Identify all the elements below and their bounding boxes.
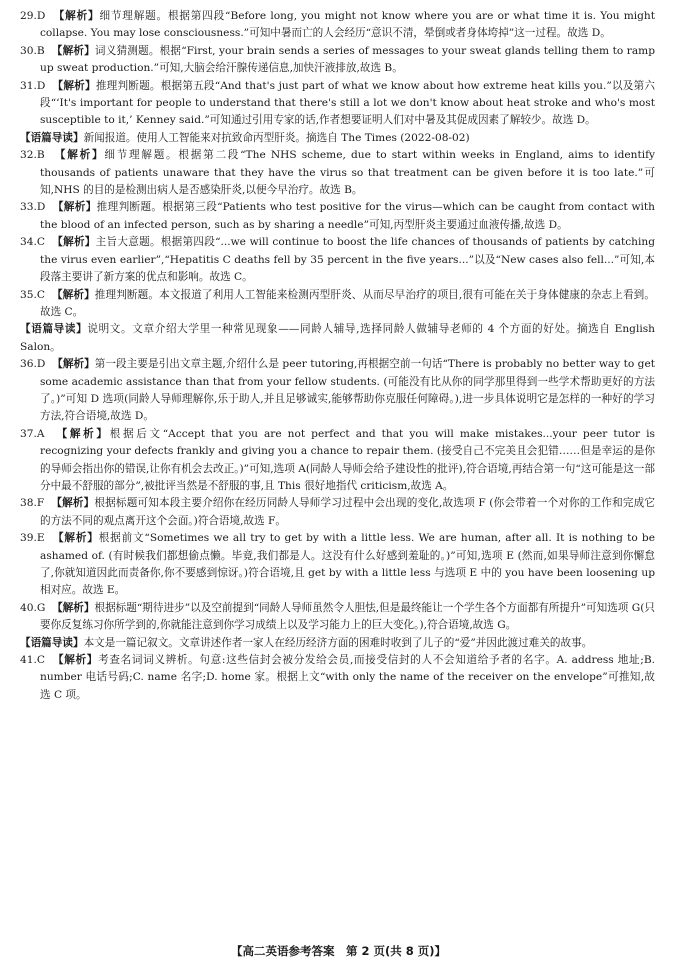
answer-item bbox=[20, 652, 655, 704]
page-footer: 【高二英语参考答案 第 2 页(共 8 页)】 bbox=[230, 944, 447, 958]
analysis-label: 【解析】 bbox=[53, 10, 100, 22]
intro-label: 【语篇导读】 bbox=[20, 131, 84, 144]
answer-letter: D bbox=[36, 79, 46, 92]
question-number: 39. bbox=[20, 532, 37, 545]
question-number: 36. bbox=[20, 358, 37, 371]
question-number: 30. bbox=[20, 44, 37, 57]
question-number: 29. bbox=[20, 10, 37, 22]
entry-text: 考查名词词义辨析。句意:这些信封会被分发给会员,而接受信封的人不会知道给予者的名字。A. address 地址;B. number 电话号码;C. name 名字;D. home 家。根据上文“with only the name of the receiver on the envelope”可推知,故选 C 项。 bbox=[40, 654, 655, 701]
analysis-label: 【解析】 bbox=[51, 44, 95, 57]
answer-item bbox=[20, 426, 655, 496]
answer-letter: A bbox=[36, 427, 45, 440]
analysis-label: 【解析】 bbox=[53, 532, 99, 545]
analysis-label: 【解析】 bbox=[53, 654, 99, 667]
analysis-label: 【解析】 bbox=[51, 497, 95, 510]
answer-item bbox=[20, 600, 655, 635]
passage-intro bbox=[20, 321, 655, 356]
entry-text: 新闻报道。使用人工智能来对抗致命丙型肝炎。摘选自 The Times (2022-08-02) bbox=[83, 131, 470, 144]
answer-item bbox=[20, 8, 655, 43]
answer-letter: B bbox=[36, 149, 45, 162]
answer-item bbox=[20, 530, 655, 600]
answer-item bbox=[20, 495, 655, 530]
answer-letter: G bbox=[36, 601, 46, 614]
passage-intro bbox=[20, 635, 655, 652]
answer-letter: C bbox=[36, 288, 45, 301]
question-number: 33. bbox=[20, 201, 37, 214]
entry-text: 根据标题“期待进步”以及空前提到“同龄人导师虽然令人胆怯,但是最终能让一个学生各个方面都有所提升”可知选项 G(只要你反复练习你所学到的,你就能注意到你学习成绩上以及学习能力上的巨大变化。),符合语境,故选 G。 bbox=[40, 601, 655, 632]
analysis-label: 【解析】 bbox=[52, 601, 95, 614]
answer-letter: C bbox=[36, 236, 45, 249]
answer-letter: E bbox=[36, 532, 45, 545]
answer-letter: D bbox=[36, 358, 46, 371]
entry-text: 词义猜测题。根据“First, your brain sends a series of messages to your sweat glands telling them to ramp up sweat production.”可知,大脑会给汗腺传递信息,加快汗液排放,故选 B。 bbox=[40, 44, 655, 75]
analysis-label: 【解析】 bbox=[52, 79, 96, 92]
question-number: 41. bbox=[20, 654, 37, 667]
answer-item bbox=[20, 78, 655, 130]
question-number: 31. bbox=[20, 79, 37, 92]
question-number: 40. bbox=[20, 601, 37, 614]
entries-container bbox=[20, 8, 655, 704]
analysis-label: 【解析】 bbox=[52, 201, 97, 214]
question-number: 34. bbox=[20, 236, 37, 249]
answer-letter: C bbox=[36, 654, 45, 667]
answer-item bbox=[20, 287, 655, 322]
intro-label: 【语篇导读】 bbox=[20, 323, 88, 336]
analysis-label: 【解析】 bbox=[54, 149, 105, 162]
answer-letter: D bbox=[36, 201, 46, 214]
question-number: 37. bbox=[20, 427, 37, 440]
answer-letter: D bbox=[36, 10, 46, 22]
entry-text: 根据标题可知本段主要介绍你在经历同龄人导师学习过程中会出现的变化,故选项 F (你会带着一个对你的工作和完成它的方法不同的观点离开这个会面。)符合语境,故选 F。 bbox=[40, 497, 655, 527]
entry-text: 说明文。文章介绍大学里一种常见现象——同龄人辅导,选择同龄人做辅导老师的 4 个方面的好处。摘选自 English Salon。 bbox=[20, 323, 655, 353]
entry-text: 根据前文“Sometimes we all try to get by with a little less. We are human, after all. It is nothing to be ashamed of. (有时候我们都想偷点懒。毕竟,我们都是人。这没有什么好感到羞耻的。)”可知,选项 E (然而,如果导师注意到你懈怠了,你就知道因此而责备你,你不要感到惊讶。)符合语境,且 get by with a little less 与选项 E 中的 you have been loosening up 相对应。故选 E。 bbox=[40, 532, 655, 597]
entry-text: 本文是一篇记叙文。文章讲述作者一家人在经历经济方面的困难时收到了儿子的“爱”并因此渡过难关的故事。 bbox=[83, 636, 593, 649]
answer-letter: B bbox=[36, 44, 45, 57]
answer-item bbox=[20, 356, 655, 426]
answer-item bbox=[20, 43, 655, 78]
entry-text: 推理判断题。根据第三段“Patients who test positive for the virus—which can be caught from contact with the blood of an infected person, such as by sharing a needle”可知,丙型肝炎主要通过血液传播,故选 D。 bbox=[40, 201, 656, 231]
question-number: 35. bbox=[20, 288, 37, 301]
intro-label: 【语篇导读】 bbox=[20, 636, 84, 649]
analysis-label: 【解析】 bbox=[51, 288, 95, 301]
question-number: 38. bbox=[20, 497, 37, 510]
passage-intro bbox=[20, 130, 655, 147]
analysis-label: 【解析】 bbox=[52, 236, 96, 249]
answer-letter: F bbox=[36, 497, 45, 510]
entry-text: 细节理解题。根据第四段“Before long, you might not know where you are or what time it is. You might collapse. You may lose consciousness.”可知中暑而亡的人会经历“意识不清，晕倒或者身体垮掉”这一过程。故选 D。 bbox=[40, 10, 656, 40]
analysis-label: 【解析】 bbox=[52, 358, 95, 371]
entry-text: 根据后文“Accept that you are not perfect and that you will make mistakes...your peer tutor is recognizing your defects frankly and giving you a chance to repair them. (接受自己不完美且会犯错……但是幸运的是你的导师会指出你的错误,让你有机会去改正。)”可知,选项 A(同龄人导师会给予建设性的批评),符合语境,再结合第一句“这可能是这一部分中最不舒服的部分”,被批评当然是不舒服的事,且 This 很好地指代 criticism,故选 A。 bbox=[40, 427, 655, 492]
entry-text: 细节理解题。根据第二段“The NHS scheme, due to start within weeks in England, aims to identify thousands of patients unaware that they have the virus so that treatment can be given before it is too late.”可知,NHS 的目的是检测出病人是否感染肝炎,以便今早治疗。故选 B。 bbox=[40, 149, 655, 197]
analysis-label: 【解析】 bbox=[56, 427, 110, 440]
entry-text: 推理判断题。本文报道了利用人工智能来检测丙型肝炎、从而尽早治疗的项目,很有可能在关于身体健康的杂志上看到。故选 C。 bbox=[40, 288, 655, 318]
question-number: 32. bbox=[20, 149, 37, 162]
entry-text: 第一段主要是引出文章主题,介绍什么是 peer tutoring,再根据空前一句话“There is probably no better way to get some academic assistance than that from your fellow students. (可能没有比从你的同学那里得到一些学术帮助更好的方法了。)”可知 D 选项(同龄人导师理解你,乐于助人,并且足够诚实,能够帮助你克服任何障碍。),进一步具体说明它是怎样的一种好的学习方法,符合语境,故选 D。 bbox=[40, 358, 655, 423]
entry-text: 主旨大意题。根据第四段“...we will continue to boost the life chances of thousands of patients by catching the virus even earlier”,“Hepatitis C deaths fell by 35 percent in the five years...”以及“New cases also fell...”可知,本段落主要讲了新方案的优点和影响。故选 C。 bbox=[40, 236, 655, 284]
answer-item bbox=[20, 199, 655, 234]
answer-item bbox=[20, 147, 655, 199]
entry-text: 推理判断题。根据第五段“And that's just part of what we know about how extreme heat kills you.”以及第六段“‘It's important for people to understand that there's still a lot we don't know about heat stroke and who's most susceptible to it,’ Kenney said.”可知通过引用专家的话,作者想要证明人们对中暑及其促成因素了解较少。故选 D。 bbox=[40, 79, 655, 127]
answer-item bbox=[20, 234, 655, 286]
